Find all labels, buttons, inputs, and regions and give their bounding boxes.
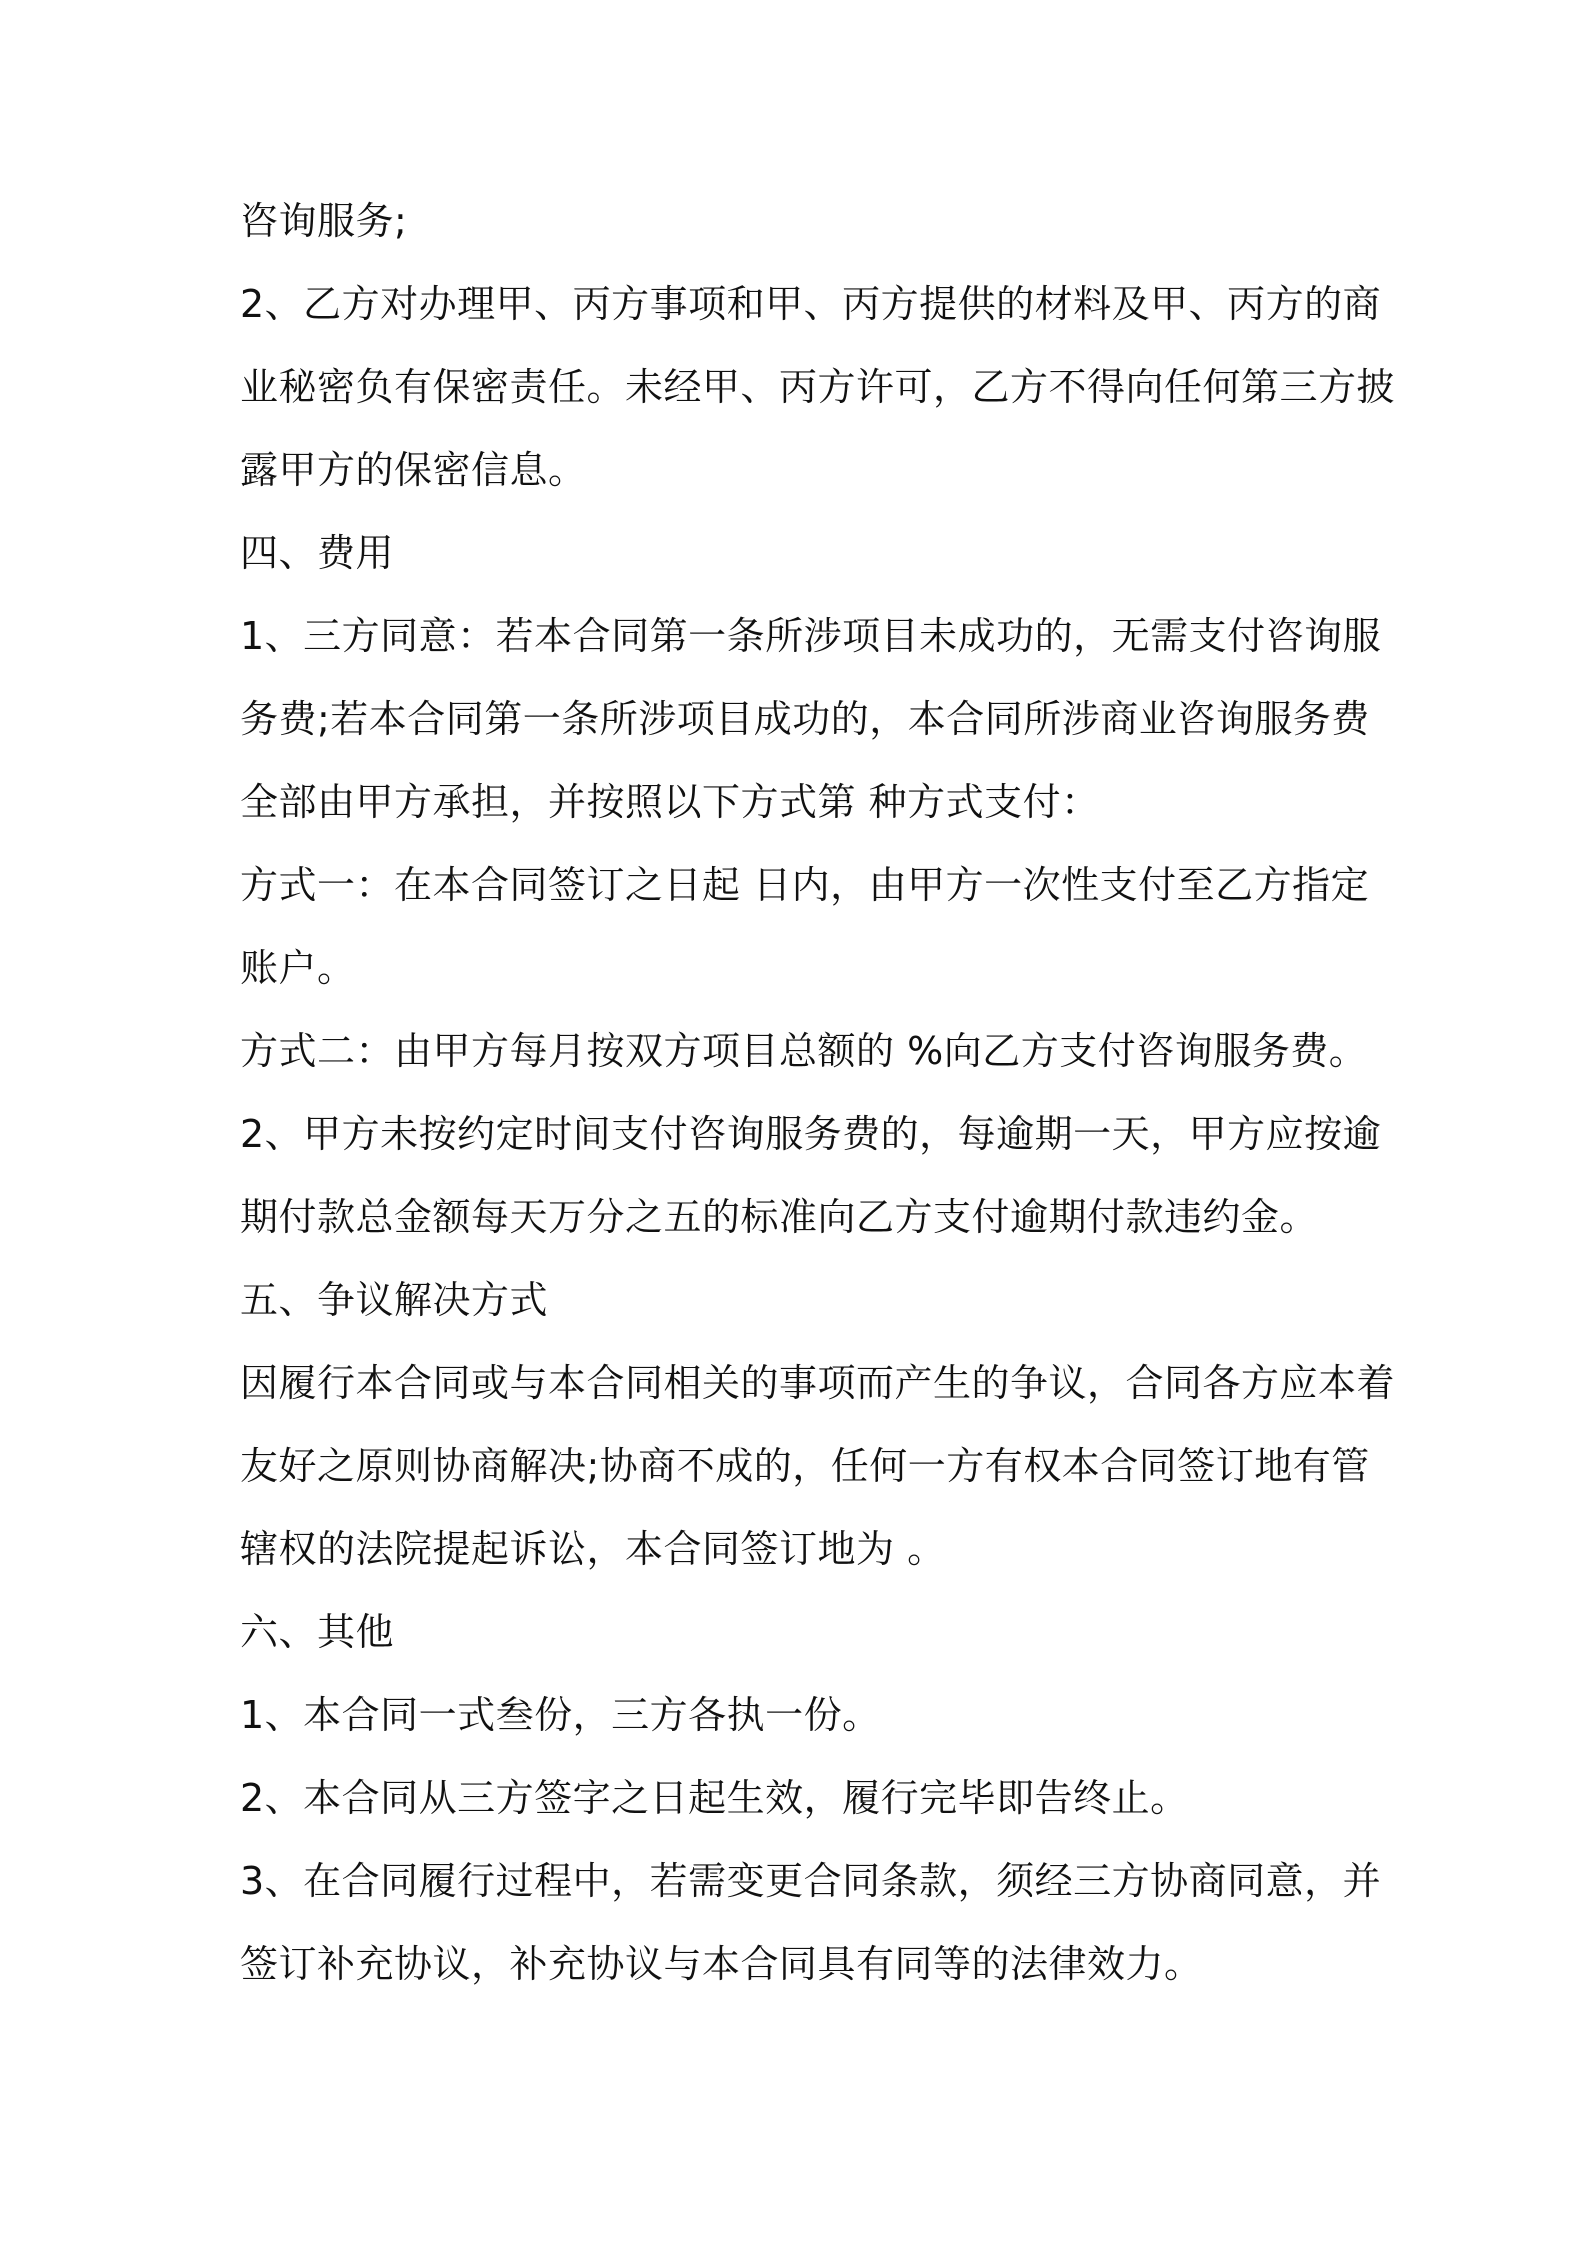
text-line: 露甲方的保密信息。 [240, 448, 587, 492]
text-line: 因履行本合同或与本合同相关的事项而产生的争议，合同各方应本着 [240, 1361, 1396, 1405]
text-line: 期付款总金额每天万分之五的标准向乙方支付逾期付款违约金。 [240, 1195, 1319, 1239]
text-line: 3、在合同履行过程中，若需变更合同条款，须经三方协商同意，并 [240, 1859, 1382, 1903]
text-line: 1、三方同意：若本合同第一条所涉项目未成功的，无需支付咨询服 [240, 614, 1382, 658]
text-line: 1、本合同一式叁份，三方各执一份。 [240, 1693, 881, 1737]
text-line: 全部由甲方承担，并按照以下方式第 种方式支付： [240, 780, 1100, 824]
text-line: 方式一：在本合同签订之日起 日内，由甲方一次性支付至乙方指定 [240, 863, 1370, 907]
text-line: 务费;若本合同第一条所涉项目成功的，本合同所涉商业咨询服务费 [240, 697, 1370, 741]
section-heading: 六、其他 [240, 1610, 395, 1654]
section-heading: 四、费用 [240, 531, 395, 575]
text-line: 账户。 [240, 946, 356, 990]
text-line: 咨询服务; [240, 199, 408, 243]
text-line: 2、乙方对办理甲、丙方事项和甲、丙方提供的材料及甲、丙方的商 [240, 282, 1382, 326]
text-line: 辖权的法院提起诉讼，本合同签订地为 。 [240, 1527, 946, 1571]
text-line: 2、甲方未按约定时间支付咨询服务费的，每逾期一天，甲方应按逾 [240, 1112, 1382, 1156]
text-line: 2、本合同从三方签字之日起生效，履行完毕即告终止。 [240, 1776, 1189, 1820]
text-line: 业秘密负有保密责任。未经甲、丙方许可，乙方不得向任何第三方披 [240, 365, 1396, 409]
text-line: 方式二：由甲方每月按双方项目总额的 %向乙方支付咨询服务费。 [240, 1029, 1368, 1073]
text-line: 友好之原则协商解决;协商不成的，任何一方有权本合同签订地有管 [240, 1444, 1370, 1488]
section-heading: 五、争议解决方式 [240, 1278, 549, 1322]
text-line: 签订补充协议，补充协议与本合同具有同等的法律效力。 [240, 1942, 1203, 1986]
